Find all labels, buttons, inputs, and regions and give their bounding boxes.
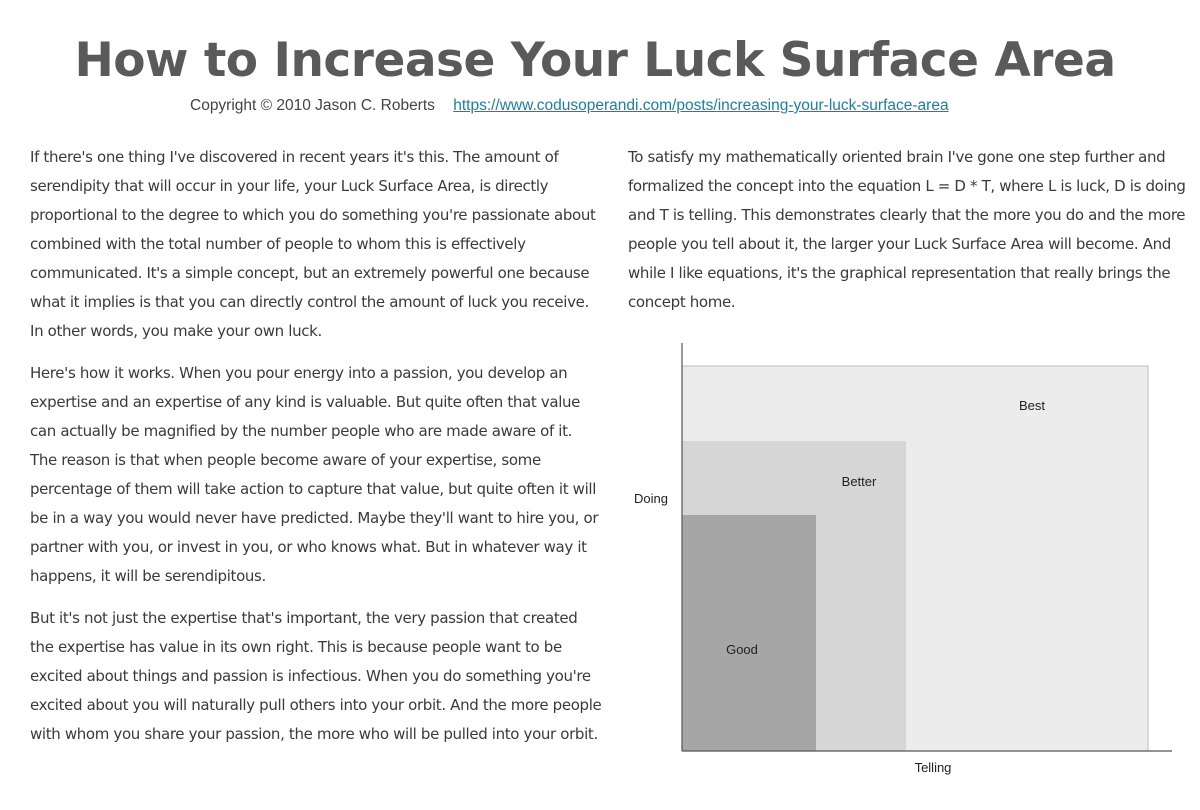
article-right-column <box>628 143 1188 330</box>
paragraph: If there's one thing I've discovered in recent years it's this. The amount of serendipity that will occur in your life, your Luck Surface Area, is directly proportional to the degree to which you do something you're passionate about combined with the total number of people to whom this is effectively communicated. It's a simple concept, but an extremely powerful one because what it implies is that you can directly control the amount of luck you receive. In other words, you make your own luck. <box>30 148 596 340</box>
source-link[interactable]: https://www.codusoperandi.com/posts/increasing-your-luck-surface-area <box>453 97 949 114</box>
copyright-text: Copyright © 2010 Jason C. Roberts <box>190 97 435 114</box>
region-good <box>682 515 816 751</box>
region-label-good: Good <box>726 642 758 657</box>
attribution-line <box>190 97 949 115</box>
paragraph: Here's how it works. When you pour energy into a passion, you develop an expertise and an expertise of any kind is valuable. But quite often that value can actually be magnified by the number people who are made aware of it. The reason is that when people become aware of your expertise, some percentage of them will take action to capture that value, but quite often it will be in a way you would never have predicted. Maybe they'll want to hire you, or partner with you, or invest in you, or who knows what. But in whatever way it happens, it will be serendipitous. <box>30 364 599 585</box>
luck-surface-diagram <box>620 335 1190 785</box>
paragraph: To satisfy my mathematically oriented brain I've gone one step further and formalized the concept into the equation L = D * T, where L is luck, D is doing and T is telling. This demonstrates clearly that the more you do and the more people you tell about it, the larger your Luck Surface Area will become. And while I like equations, it's the graphical representation that really brings the concept home. <box>628 148 1186 311</box>
region-label-better: Better <box>841 474 877 489</box>
y-axis-label: Doing <box>634 491 668 506</box>
region-label-best: Best <box>1018 398 1046 413</box>
paragraph: But it's not just the expertise that's important, the very passion that created the expertise has value in its own right. This is because people want to be excited about things and passion is infectious. When you do something you're excited about you will naturally pull others into your orbit. And the more people with whom you share your passion, the more who will be pulled into your orbit. <box>30 609 602 743</box>
article-left-column <box>30 143 603 762</box>
page-title: How to Increase Your Luck Surface Area <box>74 33 1116 88</box>
x-axis-label: Telling <box>914 760 952 775</box>
